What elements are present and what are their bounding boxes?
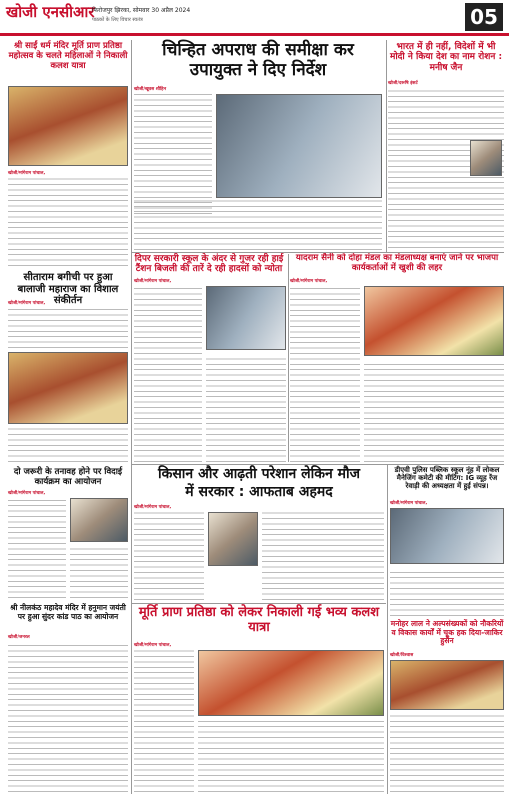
balaji-body-2 xyxy=(8,428,128,462)
dps-byline: खोजी/मांगेराम पांचाल, xyxy=(390,501,428,506)
main-body-1 xyxy=(134,94,212,214)
column-rule xyxy=(386,40,387,252)
farmers-byline: खोजी/मांगेराम पांचाल, xyxy=(134,505,172,510)
temple-body xyxy=(8,178,128,266)
date-line: फिरोजपुर झिरका, सोमवार 30 अप्रैल 2024 xyxy=(92,7,191,14)
hanuman-headline: श्री नीलकंठ महादेव मंदिर में हनुमान जयंती पर हुआ सुंदर कांड पाठ का आयोजन xyxy=(10,603,126,621)
manohar-body xyxy=(390,714,504,792)
balaji-photo xyxy=(8,352,128,424)
daughters-photo xyxy=(70,498,128,542)
main-byline: खोजी/खूवस शौहिन xyxy=(134,87,167,92)
column-rule xyxy=(387,464,388,794)
section-rule xyxy=(132,252,504,253)
yadav-body-2 xyxy=(364,360,504,462)
idol-body-1 xyxy=(134,650,194,792)
balaji-headline: सीताराम बगीची पर हुआ बालाजी महाराज का विशाल संकीर्तन xyxy=(17,272,119,306)
main-photo xyxy=(216,94,382,198)
temple-photo xyxy=(8,86,128,166)
modi-headline: भारत में ही नहीं, विदेशों में भी मोदी ने किया देश का नाम रोशन : मनीष जैन xyxy=(389,42,503,73)
farmers-portrait xyxy=(208,512,258,566)
dps-headline: डीएवी पुलिस पब्लिक स्कूल नूंह में लोकल मैनेजिंग कमेटी की मीटिंग: IG व्यूह रेंज रेवाड़ी की अध्यक्षता में हुई संपन्न। xyxy=(394,466,500,491)
hanuman-body xyxy=(8,642,128,792)
temple-headline: श्री साईं धर्म मंदिर मूर्ति प्राण प्रतिष्ठा महोत्सव के चलते महिलाओं ने निकाली कलश यात्रा xyxy=(8,41,128,71)
daughters-headline: दो जरूरी के तनावह होने पर विदाई कार्यक्रम का आयोजन xyxy=(13,467,123,487)
masthead-note: पाठकों के लिए विचार स्वतंत्र xyxy=(92,17,143,23)
temple-byline: खोजी/मांगेराम पांचाल, xyxy=(8,171,46,176)
idol-headline: मूर्ति प्राण प्रतिष्ठा को लेकर निकाली गई भव्य कलश यात्रा xyxy=(138,605,380,635)
section-rule xyxy=(132,603,386,604)
school-byline: खोजी/मांगेराम पांचाल, xyxy=(134,279,172,284)
school-body-1 xyxy=(134,286,202,462)
farmers-headline-a: किसान और आढ़ती परेशान लेकिन मौज xyxy=(157,466,361,482)
school-headline: दिपर सरकारी स्कूल के अंदर से गुजर रही हाई टैंशन बिजली की तारें दे रही हादसों को न्योता xyxy=(134,254,284,275)
dps-photo xyxy=(390,508,504,564)
farmers-headline-b: में सरकार : आफताब अहमद xyxy=(185,484,333,500)
masthead xyxy=(0,0,509,36)
manohar-headline: मनोहर लाल ने अल्पसंख्यकों को नौकरियों व विकास कार्यों में चूक हक दिया-जाकिर हुसैन xyxy=(390,619,504,646)
column-rule xyxy=(131,40,132,794)
farmers-body-2 xyxy=(262,512,384,600)
idol-body-2 xyxy=(198,720,384,792)
modi-byline: खोजी/दरूषि इंसर्ट xyxy=(388,81,418,86)
modi-portrait xyxy=(470,140,502,176)
yadav-photo xyxy=(364,286,504,356)
section-rule xyxy=(132,464,504,465)
manohar-photo xyxy=(390,660,504,710)
daughters-body-1 xyxy=(8,498,66,598)
idol-photo xyxy=(198,650,384,716)
main-headline: चिन्हित अपराध की समीक्षा कर उपायुक्त ने दिए निर्देश xyxy=(162,40,354,80)
daughters-body-2 xyxy=(70,546,128,598)
page-number: 05 xyxy=(465,3,503,31)
school-body-2 xyxy=(206,354,286,462)
daughters-byline: खोजी/मांगेराम पांचाल, xyxy=(8,491,46,496)
hanuman-byline: खोजी/जनरल xyxy=(8,635,30,640)
manohar-byline: खोजी/विश्वास xyxy=(390,653,414,658)
column-rule xyxy=(288,254,289,462)
school-photo xyxy=(206,286,286,350)
farmers-body-1 xyxy=(134,512,204,600)
main-body-2 xyxy=(134,200,382,250)
yadav-headline: यादराम सैनी को दोहा मंडल का मंडलाध्यक्ष बनाएं जाने पर भाजपा कार्यकर्ताओं में खुशी की लहर xyxy=(295,253,499,273)
yadav-body-1 xyxy=(290,286,360,462)
dps-body xyxy=(390,568,504,616)
balaji-byline: खोजी/मांगेराम पांचाल, xyxy=(8,301,46,306)
yadav-byline: खोजी/मांगेराम पांचाल, xyxy=(290,279,328,284)
idol-byline: खोजी/मांगेराम पांचाल, xyxy=(134,643,172,648)
balaji-body xyxy=(8,308,128,348)
newspaper-name: खोजी एनसीआर xyxy=(6,3,95,21)
